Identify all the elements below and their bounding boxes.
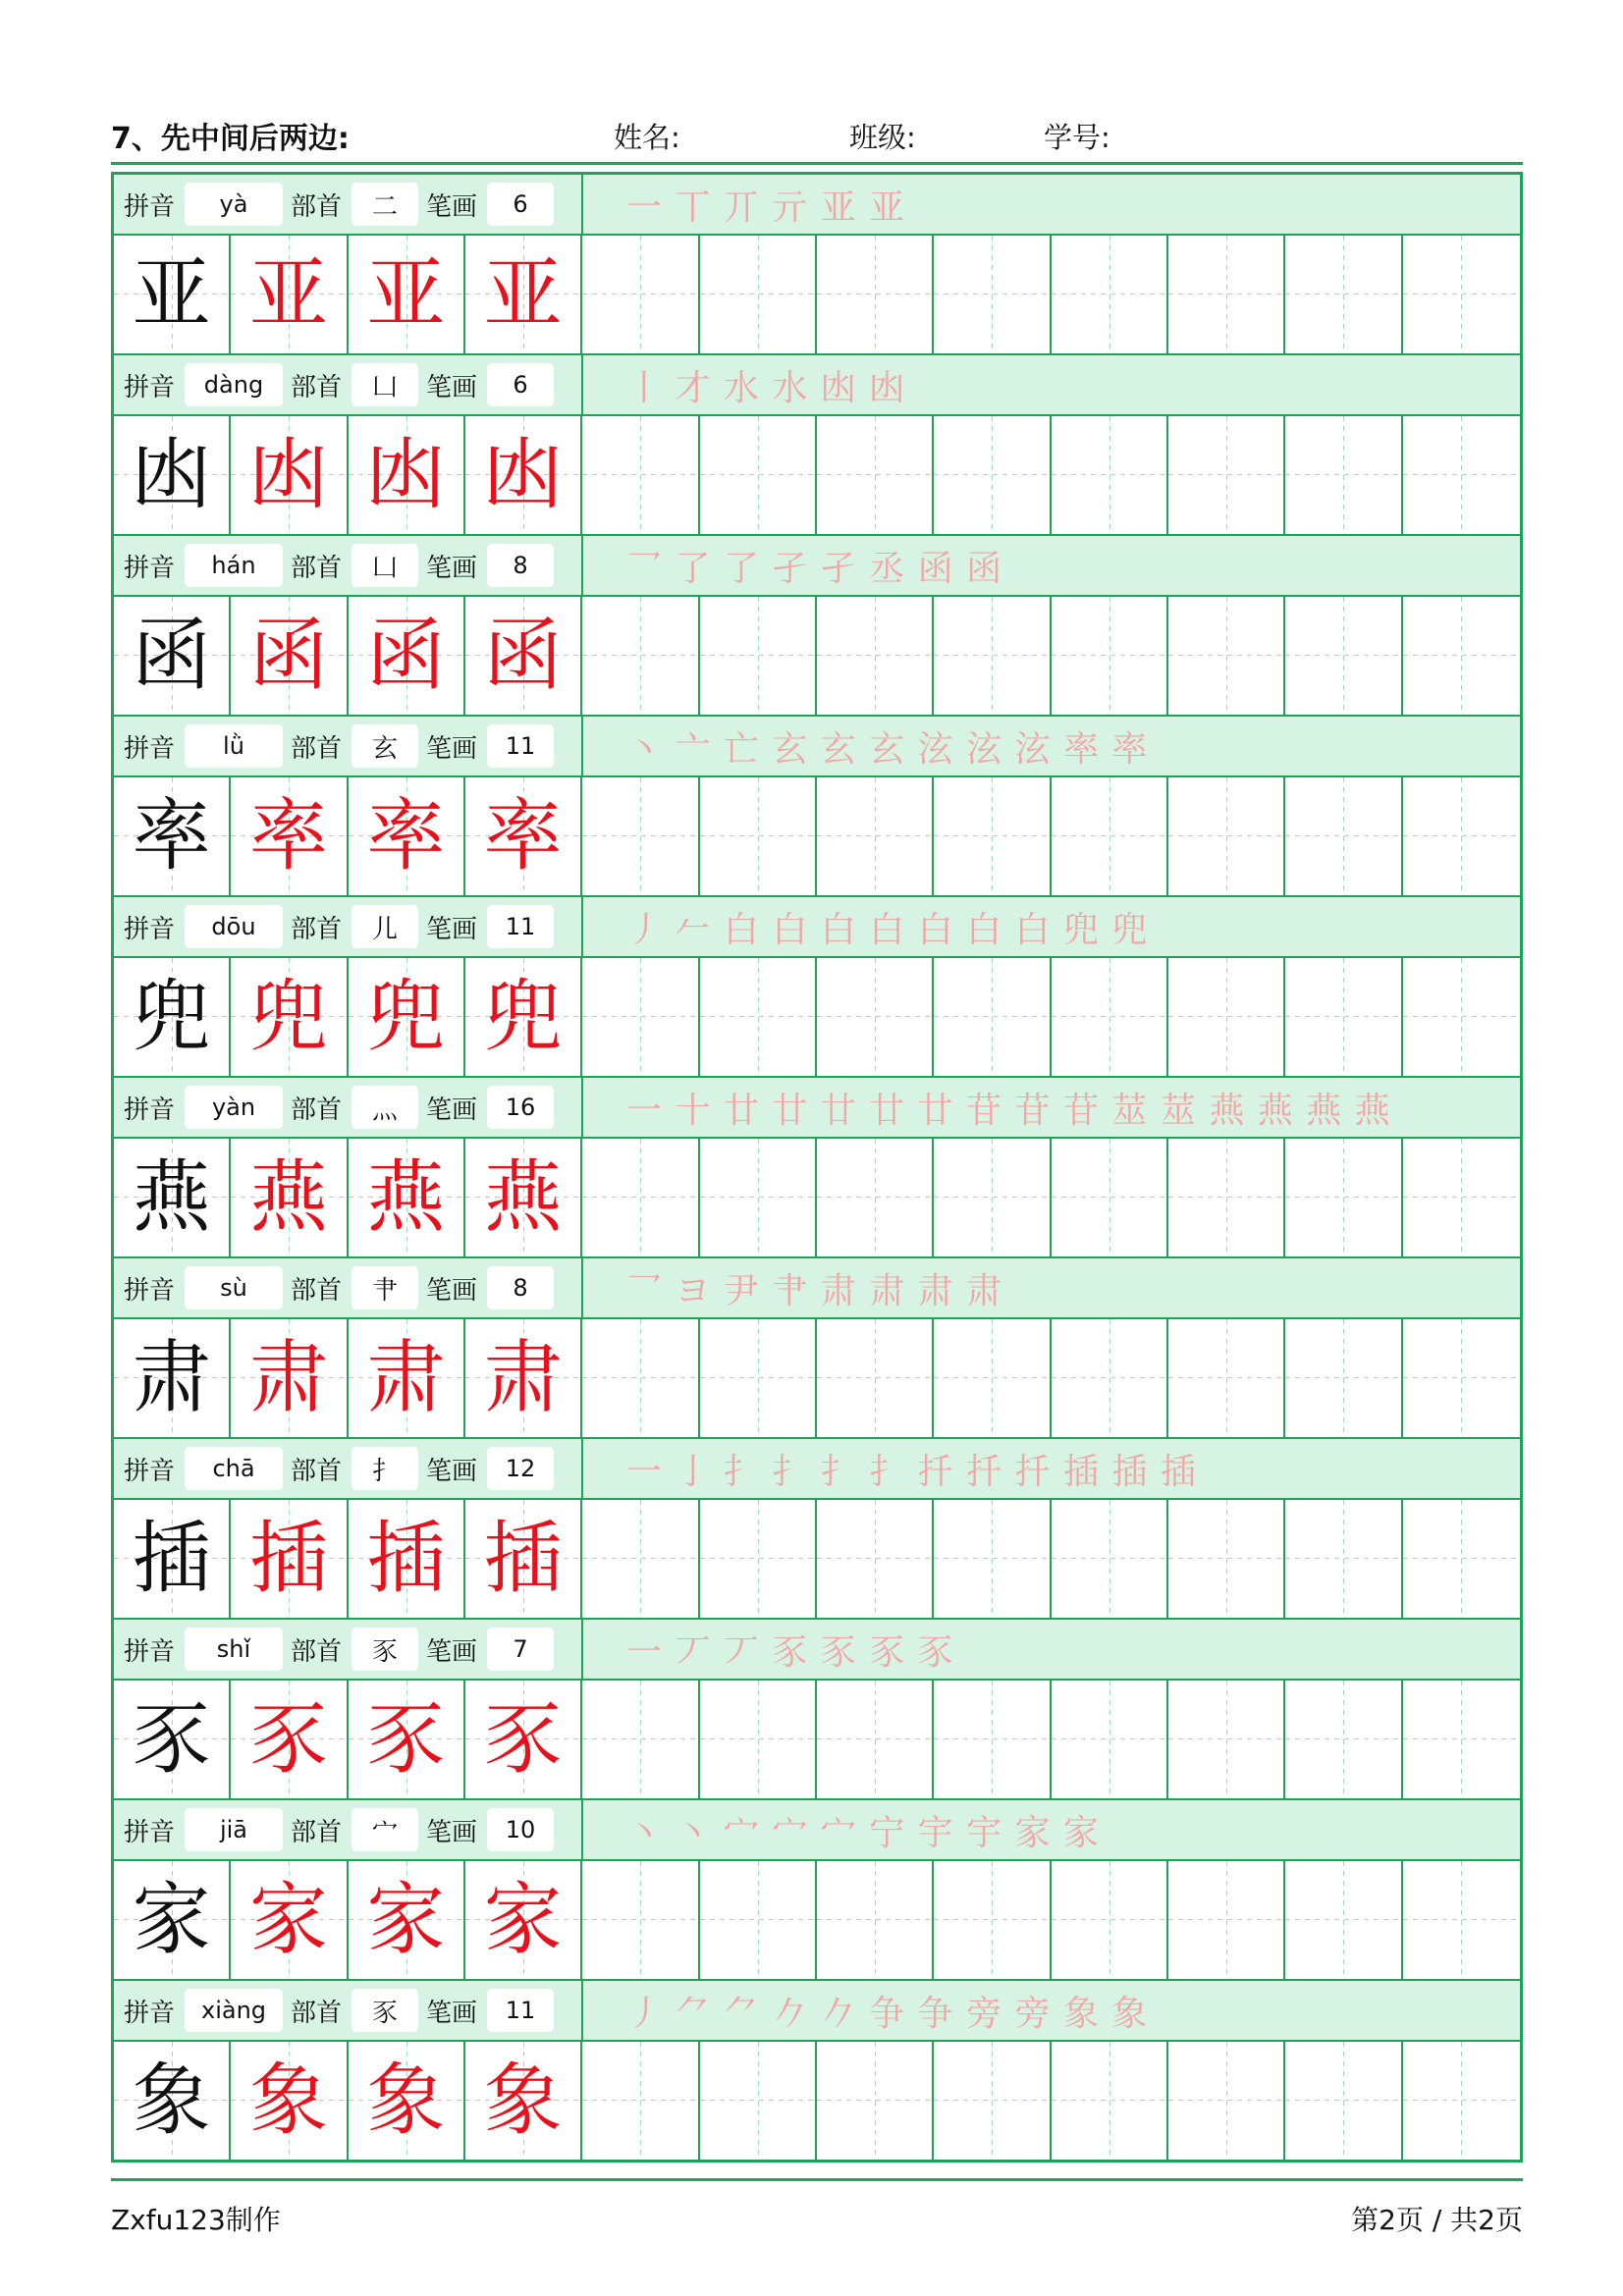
practice-cell[interactable] — [1052, 1500, 1168, 1618]
practice-cell[interactable] — [582, 597, 699, 715]
practice-cell[interactable] — [1052, 1861, 1168, 1979]
practice-cell[interactable] — [1285, 1319, 1402, 1437]
char-info — [114, 1620, 583, 1679]
trace-character: 象 — [465, 2042, 582, 2160]
practice-cell[interactable] — [1285, 1500, 1402, 1618]
practice-cell[interactable] — [700, 958, 817, 1076]
pinyin-label: 拼音 — [124, 733, 176, 764]
character-block — [114, 536, 1520, 717]
trace-character: 兜 — [349, 958, 465, 1076]
radical-value: 灬 — [352, 1086, 418, 1129]
trace-character: 率 — [349, 777, 465, 895]
radical-label: 部首 — [291, 1636, 343, 1667]
stroke-count-label: 笔画 — [426, 1817, 478, 1847]
char-info-row — [114, 1800, 1520, 1861]
practice-cell[interactable] — [1052, 1319, 1168, 1437]
model-character: 函 — [114, 597, 231, 715]
char-info — [114, 717, 583, 775]
trace-character: 家 — [349, 1861, 465, 1979]
practice-cell[interactable] — [582, 1500, 699, 1618]
stroke-order-sequence: 一 十 廿 廿 廿 廿 廿 苷 苷 苷 莁 莁 燕 燕 燕 燕 — [626, 1090, 1391, 1131]
practice-cell[interactable] — [1285, 236, 1402, 353]
footer-credit: Zxfu123制作 — [111, 2204, 281, 2236]
writing-row — [114, 1500, 1520, 1620]
practice-cell[interactable] — [934, 1319, 1051, 1437]
pinyin-label: 拼音 — [124, 914, 176, 944]
radical-label: 部首 — [291, 372, 343, 402]
practice-cell[interactable] — [1285, 597, 1402, 715]
pinyin-value: chā — [185, 1447, 283, 1490]
practice-cell[interactable] — [1168, 2042, 1285, 2160]
char-info-row — [114, 536, 1520, 597]
practice-cell[interactable] — [817, 1139, 934, 1256]
radical-value: 凵 — [352, 544, 418, 587]
pinyin-value: dàng — [185, 363, 283, 406]
trace-character: 家 — [231, 1861, 348, 1979]
trace-character: 插 — [465, 1500, 582, 1618]
trace-character: 亚 — [231, 236, 348, 353]
practice-cell[interactable] — [700, 1861, 817, 1979]
footer-divider — [111, 2178, 1523, 2181]
stroke-order-sequence: 一 丅 丌 亓 亚 亚 — [626, 187, 906, 228]
practice-cell[interactable] — [934, 1139, 1051, 1256]
radical-label: 部首 — [291, 1275, 343, 1306]
practice-cell[interactable] — [1168, 1139, 1285, 1256]
trace-character: 函 — [465, 597, 582, 715]
trace-character: 插 — [231, 1500, 348, 1618]
practice-cell[interactable] — [700, 1500, 817, 1618]
pinyin-label: 拼音 — [124, 1998, 176, 2028]
practice-cell[interactable] — [934, 597, 1051, 715]
stroke-order-sequence: 一 亅 扌 扌 扌 扌 扦 扦 扦 插 插 插 — [626, 1451, 1197, 1492]
writing-row — [114, 1319, 1520, 1439]
trace-character: 肃 — [349, 1319, 465, 1437]
model-character: 豕 — [114, 1681, 231, 1798]
stroke-count-value: 11 — [487, 724, 554, 768]
name-label: 姓名: — [614, 121, 680, 154]
practice-cell[interactable] — [582, 1319, 699, 1437]
trace-character: 象 — [349, 2042, 465, 2160]
trace-character: 豕 — [349, 1681, 465, 1798]
character-block — [114, 1620, 1520, 1800]
stroke-order-sequence: 一 丆 丆 豕 豕 豕 豕 — [626, 1631, 954, 1673]
character-block — [114, 717, 1520, 897]
pinyin-value: shǐ — [185, 1628, 283, 1671]
radical-label: 部首 — [291, 1998, 343, 2028]
pinyin-label: 拼音 — [124, 191, 176, 222]
practice-grid — [111, 172, 1523, 2163]
practice-cell[interactable] — [1403, 416, 1520, 534]
model-character: 亚 — [114, 236, 231, 353]
trace-character: 兜 — [465, 958, 582, 1076]
trace-character: 凼 — [231, 416, 348, 534]
char-info-row — [114, 897, 1520, 958]
character-block — [114, 1800, 1520, 1981]
radical-value: 豕 — [352, 1628, 418, 1671]
stroke-count-value: 7 — [487, 1628, 554, 1671]
practice-cell[interactable] — [817, 236, 934, 353]
practice-cell[interactable] — [1168, 1319, 1285, 1437]
practice-cell[interactable] — [817, 1681, 934, 1798]
stroke-count-value: 6 — [487, 363, 554, 406]
char-info — [114, 1078, 583, 1137]
writing-row — [114, 236, 1520, 355]
radical-label: 部首 — [291, 553, 343, 583]
radical-value: 肀 — [352, 1266, 418, 1309]
stroke-count-value: 16 — [487, 1086, 554, 1129]
practice-cell[interactable] — [1285, 416, 1402, 534]
student-id-label: 学号: — [1044, 121, 1110, 154]
trace-character: 函 — [231, 597, 348, 715]
char-info-row — [114, 1981, 1520, 2042]
trace-character: 象 — [231, 2042, 348, 2160]
pinyin-label: 拼音 — [124, 553, 176, 583]
practice-cell[interactable] — [582, 1681, 699, 1798]
radical-value: 儿 — [352, 905, 418, 948]
stroke-count-label: 笔画 — [426, 1998, 478, 2028]
practice-cell[interactable] — [1403, 777, 1520, 895]
stroke-count-label: 笔画 — [426, 733, 478, 764]
stroke-count-label: 笔画 — [426, 191, 478, 222]
practice-cell[interactable] — [934, 416, 1051, 534]
radical-label: 部首 — [291, 1817, 343, 1847]
stroke-order-sequence: 丿 ⺈ ⺈ 𠂊 𠂊 争 争 旁 旁 象 象 — [626, 1993, 1149, 2034]
practice-cell[interactable] — [582, 958, 699, 1076]
stroke-count-label: 笔画 — [426, 1636, 478, 1667]
model-character: 肃 — [114, 1319, 231, 1437]
pinyin-value: dōu — [185, 905, 283, 948]
stroke-count-value: 8 — [487, 1266, 554, 1309]
page-number: 第2页 / 共2页 — [1351, 2204, 1523, 2236]
stroke-count-value: 10 — [487, 1808, 554, 1851]
practice-cell[interactable] — [1403, 1139, 1520, 1256]
practice-cell[interactable] — [1285, 1861, 1402, 1979]
practice-cell[interactable] — [1168, 777, 1285, 895]
practice-cell[interactable] — [700, 416, 817, 534]
practice-cell[interactable] — [1285, 2042, 1402, 2160]
practice-cell[interactable] — [1052, 416, 1168, 534]
practice-cell[interactable] — [934, 2042, 1051, 2160]
char-info — [114, 1800, 583, 1859]
stroke-count-value: 12 — [487, 1447, 554, 1490]
practice-cell[interactable] — [1403, 1500, 1520, 1618]
trace-character: 燕 — [349, 1139, 465, 1256]
practice-cell[interactable] — [582, 777, 699, 895]
radical-label: 部首 — [291, 733, 343, 764]
char-info-row — [114, 355, 1520, 416]
stroke-count-label: 笔画 — [426, 1275, 478, 1306]
practice-cell[interactable] — [817, 958, 934, 1076]
stroke-order-sequence: 丿 𠂉 白 白 白 白 白 白 白 兜 兜 — [626, 909, 1149, 950]
trace-character: 凼 — [349, 416, 465, 534]
radical-label: 部首 — [291, 191, 343, 222]
char-info — [114, 175, 583, 234]
trace-character: 函 — [349, 597, 465, 715]
stroke-order-sequence: 乛 ヨ 尹 肀 肃 肃 肃 肃 — [626, 1270, 1003, 1311]
trace-character: 凼 — [465, 416, 582, 534]
model-character: 插 — [114, 1500, 231, 1618]
trace-character: 燕 — [465, 1139, 582, 1256]
stroke-count-value: 6 — [487, 183, 554, 226]
radical-label: 部首 — [291, 914, 343, 944]
practice-cell[interactable] — [582, 2042, 699, 2160]
stroke-count-value: 11 — [487, 905, 554, 948]
practice-cell[interactable] — [700, 1319, 817, 1437]
radical-label: 部首 — [291, 1456, 343, 1486]
writing-row — [114, 416, 1520, 536]
radical-value: 凵 — [352, 363, 418, 406]
writing-row — [114, 1681, 1520, 1800]
practice-cell[interactable] — [582, 1139, 699, 1256]
practice-cell[interactable] — [1168, 958, 1285, 1076]
pinyin-label: 拼音 — [124, 372, 176, 402]
practice-cell[interactable] — [1052, 236, 1168, 353]
pinyin-label: 拼音 — [124, 1456, 176, 1486]
char-info-row — [114, 1439, 1520, 1500]
practice-cell[interactable] — [1052, 597, 1168, 715]
practice-cell[interactable] — [934, 958, 1051, 1076]
char-info — [114, 897, 583, 956]
stroke-order-sequence: 乛 了 了 孑 孑 丞 函 函 — [626, 548, 1003, 589]
stroke-count-label: 笔画 — [426, 914, 478, 944]
pinyin-value: jiā — [185, 1808, 283, 1851]
practice-cell[interactable] — [1285, 1681, 1402, 1798]
pinyin-value: xiàng — [185, 1989, 283, 2032]
pinyin-label: 拼音 — [124, 1817, 176, 1847]
writing-row — [114, 597, 1520, 717]
char-info-row — [114, 1258, 1520, 1319]
radical-label: 部首 — [291, 1095, 343, 1125]
model-character: 兜 — [114, 958, 231, 1076]
model-character: 凼 — [114, 416, 231, 534]
character-block — [114, 1078, 1520, 1258]
pinyin-value: lǜ — [185, 724, 283, 768]
practice-cell[interactable] — [934, 236, 1051, 353]
model-character: 率 — [114, 777, 231, 895]
stroke-order-sequence: 丶 丶 宀 宀 宀 宁 宇 宇 家 家 — [626, 1812, 1100, 1853]
practice-cell[interactable] — [700, 777, 817, 895]
practice-cell[interactable] — [1168, 1681, 1285, 1798]
stroke-count-value: 8 — [487, 544, 554, 587]
model-character: 家 — [114, 1861, 231, 1979]
worksheet-title: 7、先中间后两边: — [111, 122, 350, 156]
char-info-row — [114, 1620, 1520, 1681]
stroke-count-label: 笔画 — [426, 372, 478, 402]
trace-character: 肃 — [231, 1319, 348, 1437]
practice-cell[interactable] — [817, 597, 934, 715]
writing-row — [114, 1861, 1520, 1981]
char-info — [114, 1981, 583, 2040]
character-block — [114, 1439, 1520, 1620]
practice-cell[interactable] — [817, 1500, 934, 1618]
practice-cell[interactable] — [582, 1861, 699, 1979]
char-info-row — [114, 175, 1520, 236]
trace-character: 家 — [465, 1861, 582, 1979]
pinyin-value: yà — [185, 183, 283, 226]
writing-row — [114, 1139, 1520, 1258]
writing-row — [114, 777, 1520, 897]
stroke-count-label: 笔画 — [426, 1095, 478, 1125]
worksheet-header — [111, 110, 1523, 159]
practice-cell[interactable] — [817, 777, 934, 895]
practice-cell[interactable] — [817, 1861, 934, 1979]
practice-cell[interactable] — [1168, 236, 1285, 353]
char-info — [114, 1439, 583, 1498]
trace-character: 豕 — [465, 1681, 582, 1798]
char-info-row — [114, 717, 1520, 777]
char-info — [114, 1258, 583, 1317]
stroke-order-sequence: 丶 亠 亡 玄 玄 玄 泫 泫 泫 率 率 — [626, 728, 1149, 770]
character-block — [114, 1981, 1520, 2160]
practice-cell[interactable] — [1168, 1861, 1285, 1979]
radical-value: 宀 — [352, 1808, 418, 1851]
practice-cell[interactable] — [700, 2042, 817, 2160]
character-block — [114, 1258, 1520, 1439]
practice-cell[interactable] — [1168, 1500, 1285, 1618]
practice-cell[interactable] — [700, 597, 817, 715]
practice-cell[interactable] — [1403, 236, 1520, 353]
class-label: 班级: — [849, 121, 916, 154]
trace-character: 肃 — [465, 1319, 582, 1437]
trace-character: 亚 — [349, 236, 465, 353]
practice-cell[interactable] — [1052, 958, 1168, 1076]
practice-cell[interactable] — [1403, 1861, 1520, 1979]
pinyin-value: sù — [185, 1266, 283, 1309]
writing-row — [114, 2042, 1520, 2160]
practice-cell[interactable] — [1052, 2042, 1168, 2160]
pinyin-value: hán — [185, 544, 283, 587]
header-divider — [111, 162, 1523, 165]
trace-character: 豕 — [231, 1681, 348, 1798]
practice-cell[interactable] — [934, 1500, 1051, 1618]
practice-cell[interactable] — [817, 1319, 934, 1437]
trace-character: 率 — [231, 777, 348, 895]
pinyin-label: 拼音 — [124, 1275, 176, 1306]
practice-cell[interactable] — [934, 777, 1051, 895]
practice-cell[interactable] — [817, 2042, 934, 2160]
practice-cell[interactable] — [1403, 958, 1520, 1076]
pinyin-label: 拼音 — [124, 1636, 176, 1667]
stroke-order-sequence: 丨 才 水 水 凼 凼 — [626, 367, 906, 408]
practice-cell[interactable] — [1403, 2042, 1520, 2160]
stroke-count-label: 笔画 — [426, 553, 478, 583]
practice-cell[interactable] — [582, 416, 699, 534]
practice-cell[interactable] — [1052, 777, 1168, 895]
char-info — [114, 536, 583, 595]
radical-value: 扌 — [352, 1447, 418, 1490]
model-character: 燕 — [114, 1139, 231, 1256]
practice-cell[interactable] — [700, 1681, 817, 1798]
char-info — [114, 355, 583, 414]
radical-value: 玄 — [352, 724, 418, 768]
writing-row — [114, 958, 1520, 1078]
pinyin-value: yàn — [185, 1086, 283, 1129]
stroke-count-value: 11 — [487, 1989, 554, 2032]
trace-character: 亚 — [465, 236, 582, 353]
radical-value: 二 — [352, 183, 418, 226]
practice-cell[interactable] — [1285, 958, 1402, 1076]
practice-cell[interactable] — [934, 1861, 1051, 1979]
stroke-count-label: 笔画 — [426, 1456, 478, 1486]
practice-cell[interactable] — [934, 1681, 1051, 1798]
practice-cell[interactable] — [1168, 416, 1285, 534]
radical-value: 豕 — [352, 1989, 418, 2032]
character-block — [114, 897, 1520, 1078]
trace-character: 燕 — [231, 1139, 348, 1256]
practice-cell[interactable] — [1285, 1139, 1402, 1256]
character-block — [114, 175, 1520, 355]
pinyin-label: 拼音 — [124, 1095, 176, 1125]
practice-cell[interactable] — [1403, 1319, 1520, 1437]
practice-cell[interactable] — [1052, 1139, 1168, 1256]
practice-cell[interactable] — [1285, 777, 1402, 895]
practice-cell[interactable] — [817, 416, 934, 534]
model-character: 象 — [114, 2042, 231, 2160]
practice-cell[interactable] — [1403, 597, 1520, 715]
char-info-row — [114, 1078, 1520, 1139]
practice-cell[interactable] — [1052, 1681, 1168, 1798]
trace-character: 插 — [349, 1500, 465, 1618]
trace-character: 率 — [465, 777, 582, 895]
trace-character: 兜 — [231, 958, 348, 1076]
practice-cell[interactable] — [700, 1139, 817, 1256]
practice-cell[interactable] — [582, 236, 699, 353]
character-block — [114, 355, 1520, 536]
practice-cell[interactable] — [1168, 597, 1285, 715]
practice-cell[interactable] — [1403, 1681, 1520, 1798]
practice-cell[interactable] — [700, 236, 817, 353]
